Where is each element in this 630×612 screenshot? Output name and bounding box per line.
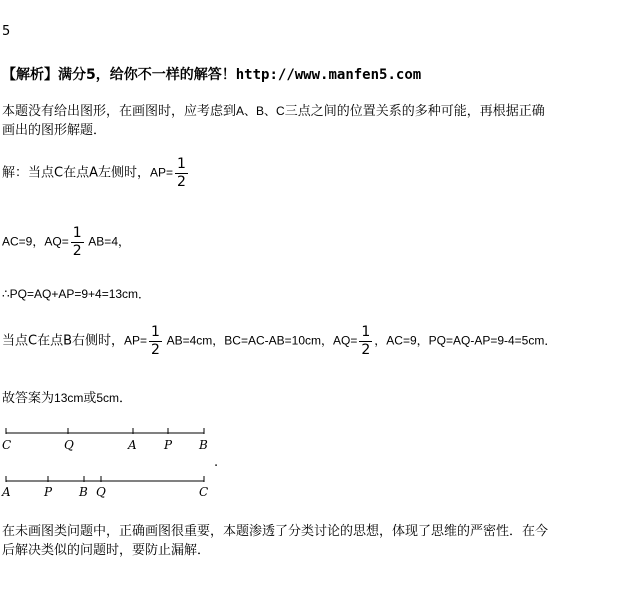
point-label: A	[128, 438, 137, 452]
point-label: B	[199, 438, 208, 452]
answer-or: 或	[83, 391, 97, 406]
case2-mid: AB=4cm，BC=AC-AB=10cm，AQ=	[163, 333, 358, 348]
summary-line-2: 后解决类似的问题时，要防止漏解．	[2, 543, 211, 558]
intro-line-2: 画出的图形解题．	[2, 123, 107, 138]
case1-prefix: 解：当点C在点A左侧时，	[2, 165, 150, 181]
intro-text-a: 本题没有给出图形，在画图时，应考虑到	[2, 104, 237, 119]
case2-end: ，AC=9，PQ=AQ-AP=9-4=5cm．	[374, 333, 557, 348]
intro-text-c: 三点之间的位置关系的多种可能，再根据正确	[284, 104, 545, 119]
case2-prefix: 当点C在点B右侧时，	[2, 333, 124, 349]
point-label: C	[199, 485, 209, 499]
answer-value-1: 13cm	[54, 391, 84, 405]
analysis-tag: 【解析】	[2, 67, 58, 83]
site-url: http://www.manfen5.com	[235, 67, 422, 83]
case1-ap: AP=	[149, 165, 173, 180]
case1-result: ∴PQ=AQ+AP=9+4=13cm．	[2, 287, 151, 301]
intro-line-1	[2, 100, 545, 119]
fraction-half: $\frac{1}{2}$	[177, 156, 186, 190]
point-label: Q	[96, 485, 106, 499]
point-label: P	[164, 438, 173, 452]
point-label: B	[79, 485, 88, 499]
fraction-half: $\frac{1}{2}$	[361, 324, 371, 358]
answer-period: ．	[119, 391, 133, 406]
point-label: A	[2, 485, 11, 499]
answer-prefix: 故答案为	[2, 391, 55, 406]
line2-a: AC=9，AQ=	[2, 234, 69, 249]
point-label: Q	[64, 438, 74, 452]
line2-b: AB=4，	[85, 234, 130, 249]
summary-line-1: 在未画图类问题中，正确画图很重要，本题渗透了分类讨论的思想，体现了思维的严密性．在今	[2, 524, 549, 539]
case2-line	[2, 325, 556, 357]
case2-ap: AP=	[124, 333, 148, 348]
point-label: C	[2, 438, 12, 452]
segment-diagram-1	[0, 424, 220, 454]
analysis-header	[2, 64, 421, 84]
answer-line	[2, 387, 132, 406]
score-text: 满分5，给你不一样的解答！	[58, 67, 236, 83]
case1-line	[2, 157, 190, 189]
answer-value-2: 5cm	[96, 391, 120, 405]
intro-points: A、B、C	[236, 104, 285, 118]
case1-line-2	[2, 226, 130, 258]
fraction-half: $\frac{1}{2}$	[151, 324, 160, 358]
segment-diagram-2	[0, 474, 220, 504]
point-label: P	[44, 485, 53, 499]
fraction-half: $\frac{1}{2}$	[72, 225, 82, 259]
question-number: 5	[2, 24, 11, 39]
diagram-period: .	[214, 455, 219, 470]
